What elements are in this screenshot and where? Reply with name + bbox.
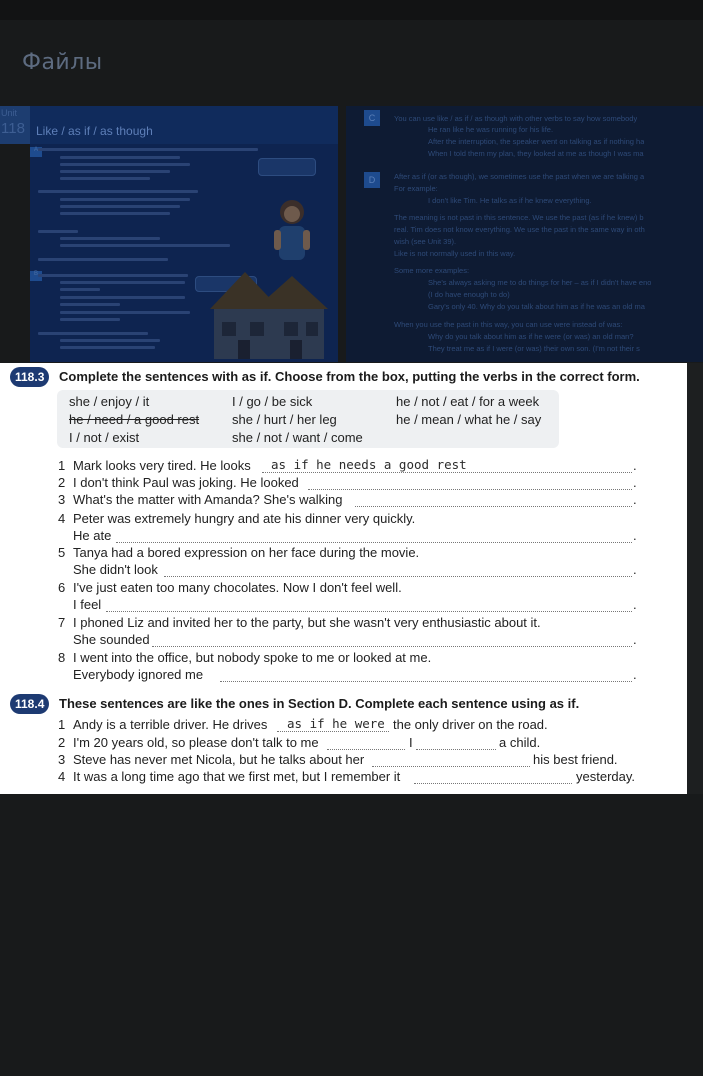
text-line: They treat me as if I were (or was) their own son. (I'm not their s (428, 344, 640, 353)
item-number: 4 (58, 511, 66, 526)
section-b-tab: B (30, 271, 42, 281)
text-line: For example: (394, 184, 438, 193)
text-line (60, 237, 160, 240)
instruction-keyword: as if (549, 696, 576, 711)
answer-blank[interactable] (152, 633, 632, 647)
text-line (38, 190, 198, 193)
text-line (60, 156, 180, 159)
text-line (60, 244, 230, 247)
item-number: 6 (58, 580, 66, 595)
exercise-panel (0, 363, 687, 794)
empty-viewer-area (0, 794, 703, 1076)
item-number: 5 (58, 545, 66, 560)
text-line (60, 296, 185, 299)
text-line: After as if (or as though), we sometimes use the past when we are talking a (394, 172, 645, 181)
sentence-tail: his best friend. (533, 752, 618, 767)
handwritten-answer: as if he needs a good rest (271, 457, 467, 472)
word-box (57, 390, 559, 448)
unit-title: Like / as if / as though (36, 124, 153, 138)
box-phrase: he / not / eat / for a week (396, 394, 540, 409)
item-number: 3 (58, 492, 66, 507)
answer-blank[interactable] (308, 476, 632, 490)
item-number: 1 (58, 458, 66, 473)
text-line (60, 212, 170, 215)
box-phrase-used: he / need / a good rest (69, 412, 200, 427)
item-number: 2 (58, 735, 66, 750)
item-number: 7 (58, 615, 66, 630)
sentence-text: Steve has never met Nicola, but he talks about her (73, 752, 365, 767)
instruction-keyword: as if (241, 369, 268, 384)
text-line: The meaning is not past in this sentence. We use the past (as if he knew) b (394, 213, 644, 222)
sentence-text: I've just eaten too many chocolates. Now I don't feel well. (73, 580, 402, 595)
text-line: When you use the past in this way, you can use were instead of was: (394, 320, 623, 329)
period: . (633, 597, 637, 612)
item-number: 1 (58, 717, 66, 732)
text-line: real. Tim does not know everything. We use the past in the same way in oth (394, 225, 645, 234)
box-phrase: she / not / want / come (232, 430, 363, 445)
text-line: You can use like / as if / as though with other verbs to say how somebody (394, 114, 638, 123)
text-line: She's always asking me to do things for her – as if I didn't have eno (428, 278, 652, 287)
text-line (60, 281, 185, 284)
text-line (60, 198, 190, 201)
text-line (60, 303, 120, 306)
box-phrase: I / not / exist (69, 430, 140, 445)
text-line (60, 339, 160, 342)
text-line: When I told them my plan, they looked at me as though I was ma (428, 149, 644, 158)
page-edge (687, 363, 703, 794)
right-explanation-panel (346, 106, 703, 362)
period: . (633, 528, 637, 543)
answer-blank[interactable] (414, 770, 572, 784)
box-phrase: he / mean / what he / say (396, 412, 542, 427)
answer-blank[interactable] (327, 736, 405, 750)
text-line (60, 177, 150, 180)
sentence-text: I went into the office, but nobody spoke to me or looked at me. (73, 650, 432, 665)
text-line (38, 332, 148, 335)
period: . (633, 458, 637, 473)
answer-blank[interactable] (372, 753, 530, 767)
sentence-tail: the only driver on the road. (393, 717, 548, 732)
answer-blank[interactable] (416, 736, 496, 750)
text-line: Gary's only 40. Why do you talk about him as if he was an old ma (428, 302, 645, 311)
period: . (633, 475, 637, 490)
sentence-mid: I (409, 735, 413, 750)
answer-blank[interactable] (116, 529, 632, 543)
sentence-text: I'm 20 years old, so please don't talk to me (73, 735, 319, 750)
text-line (60, 311, 190, 314)
text-line (60, 346, 155, 349)
text-line: Like is not normally used in this way. (394, 249, 516, 258)
instruction-text: These sentences are like the ones in Section D. Complete each sentence using (59, 696, 550, 711)
exercise-instruction (59, 369, 640, 384)
unit-header (30, 106, 338, 144)
text-line (60, 318, 120, 321)
box-phrase: she / hurt / her leg (232, 412, 337, 427)
sentence-text: What's the matter with Amanda? She's walking (73, 492, 343, 507)
period: . (633, 562, 637, 577)
box-phrase: I / go / be sick (232, 394, 313, 409)
girl-illustration-icon (262, 194, 322, 260)
text-line (38, 230, 78, 233)
text-line (38, 258, 168, 261)
instruction-text: Complete the sentences with (59, 369, 242, 384)
sentence-text: Mark looks very tired. He looks (73, 458, 251, 473)
period: . (633, 667, 637, 682)
box-phrase: she / enjoy / it (69, 394, 150, 409)
text-line (38, 274, 188, 277)
handwritten-answer: as if he were (287, 716, 385, 731)
sentence-tail: a child. (499, 735, 541, 750)
text-line: After the interruption, the speaker went on talking as if nothing ha (428, 137, 645, 146)
text-line (38, 148, 258, 151)
sentence-lead: I feel (73, 597, 102, 612)
section-d-tab: D (364, 172, 380, 188)
answer-blank[interactable] (164, 563, 632, 577)
instruction-text: . (575, 696, 580, 711)
sentence-text: It was a long time ago that we first met, but I remember it (73, 769, 401, 784)
text-line (60, 205, 180, 208)
text-line: Why do you talk about him as if he were (or was) an old man? (428, 332, 634, 341)
period: . (633, 492, 637, 507)
left-explanation-panel (30, 106, 338, 362)
unit-tab (0, 106, 30, 144)
sentence-lead: She sounded (73, 632, 150, 647)
item-number: 2 (58, 475, 66, 490)
text-line: wish (see Unit 39). (394, 237, 457, 246)
house-illustration-icon (200, 264, 330, 360)
item-number: 4 (58, 769, 66, 784)
sentence-lead: She didn't look (73, 562, 158, 577)
speech-bubble (258, 158, 316, 176)
sentence-lead: He ate (73, 528, 112, 543)
answer-blank[interactable] (220, 668, 632, 682)
dimmed-textbook-page (0, 105, 703, 363)
answer-blank[interactable] (355, 493, 632, 507)
sentence-text: I don't think Paul was joking. He looked (73, 475, 299, 490)
item-number: 8 (58, 650, 66, 665)
sentence-lead: Everybody ignored me (73, 667, 204, 682)
sentence-text: I phoned Liz and invited her to the party, but she wasn't very enthusiastic about it. (73, 615, 541, 630)
text-line (60, 163, 190, 166)
sentence-text: Andy is a terrible driver. He drives (73, 717, 268, 732)
text-line: He ran like he was running for his life. (428, 125, 554, 134)
text-line: Some more examples: (394, 266, 470, 275)
section-c-tab: C (364, 110, 380, 126)
instruction-text: . Choose from the box, putting the verbs in the correct form. (267, 369, 640, 384)
answer-blank[interactable] (106, 598, 632, 612)
unit-label: Unit (1, 108, 18, 118)
period: . (633, 632, 637, 647)
page-title: Файлы (22, 50, 103, 75)
sentence-tail: yesterday. (576, 769, 636, 784)
section-a-tab: A (30, 147, 42, 157)
top-bar (0, 0, 703, 20)
text-line (60, 170, 170, 173)
text-line: (I do have enough to do) (428, 290, 510, 299)
exercise-instruction (59, 696, 579, 711)
sentence-text: Peter was extremely hungry and ate his dinner very quickly. (73, 511, 416, 526)
exercise-number-badge: 118.3 (10, 367, 49, 387)
text-line (60, 288, 100, 291)
unit-number: 118 (1, 120, 25, 137)
item-number: 3 (58, 752, 66, 767)
exercise-number-badge: 118.4 (10, 694, 49, 714)
sentence-text: Tanya had a bored expression on her face during the movie. (73, 545, 420, 560)
text-line: I don't like Tim. He talks as if he knew everything. (428, 196, 592, 205)
